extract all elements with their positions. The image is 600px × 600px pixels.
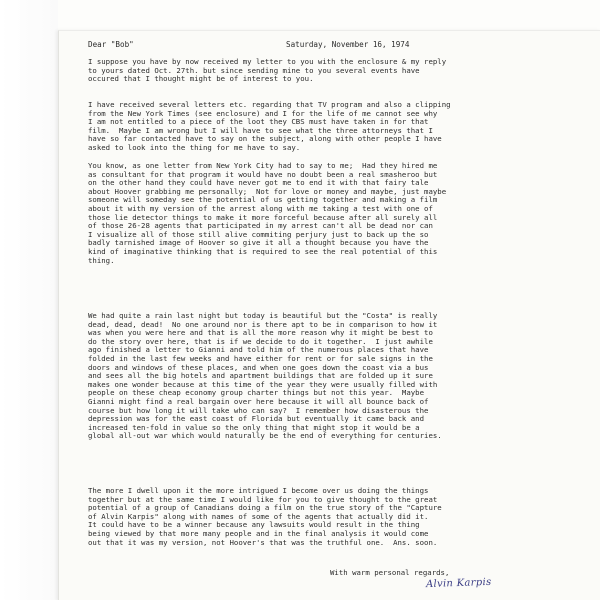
paragraph-2: I have received several letters etc. regarding that TV program and also a clipping from the New York Times (see enclosure) and I for the life of me cannot see why I am not entitled to a piece of the loot they CBS must have taken in for that film. Maybe I am wrong but I will have to see what the three attorneys that I have so far contacted have to say on the subject, along with other people I have asked to look into the thing for me have to say. bbox=[88, 100, 451, 152]
letter-header bbox=[88, 40, 548, 50]
paragraph-3: You know, as one letter from New York City had to say to me; Had they hired me as consultant for that program it would have no doubt been a real smasheroo but on the other hand they could have never got me to end it with that fairy tale about Hoover grabbing me personally; Not for love or money and maybe, just maybe someone will someday see the potential of us getting together and making a film about it with my version of the arrest along with me taking a test with one of those lie detector things to make it more forceful because after all surely all of those 26-28 agents that participated in my arrest can't all be dead nor can I visualize all of those still alive commiting perjury just to back up the so badly tarnished image of Hoover so give it all a thought because you have the kind of imaginative thinking that is required to see the real potential of this thing. bbox=[88, 161, 447, 265]
closing-line: With warm personal regards, bbox=[330, 568, 450, 577]
salutation: Dear "Bob" bbox=[88, 40, 134, 49]
paragraph-1: I suppose you have by now received my letter to you with the enclosure & my reply to yours dated Oct. 27th. but since sending mine to you several events have occured that I thought might be of interest to you. bbox=[88, 57, 447, 84]
paragraph-5: The more I dwell upon it the more intrigued I become over us doing the things together but at the same time I would like for you to give thought to the great potential of a group of Canadians doing a film on the true story of the "Capture of Alvin Karpis" along with names of some of the agents that actually did it. It could have to be a winner because any lawsuits would result in the thing being viewed by that more many people and in the final analysis it would come out that it was my version, not Hoover's that was the truthful one. Ans. soon. bbox=[88, 486, 442, 547]
letter-date: Saturday, November 16, 1974 bbox=[286, 40, 410, 49]
scan-margin bbox=[0, 0, 58, 600]
handwritten-signature: Alvin Karpis bbox=[425, 576, 492, 591]
paragraph-4: We had quite a rain last night but today is beautiful but the "Costa" is really dead, dead, dead! No one around nor is there apt to be in comparison to how it was when you were here and that is all the more reason why it might be best to do the story over here, that is if we decide to do it together. I just awhile ago finished a letter to Gianni and told him of the numerous places that have folded in the last few weeks and have either for rent or for sale signs in the doors and windows of these places, and when one goes down the coast via a bus and sees all the big hotels and apartment buildings that are folded up it sure makes one wonder because at this time of the year they were usually filled with people on these cheap economy group charter things but not this year. Maybe Gianni might find a real bargain over here because it will all bounce back of course but how long it will take who can say? I remember how disasterous the depression was for the east coast of Florida but eventually it came back and increased ten-fold in value so the only thing that might stop it would be a global all-out war which would naturally be the end of everything for centuries. bbox=[88, 311, 442, 441]
